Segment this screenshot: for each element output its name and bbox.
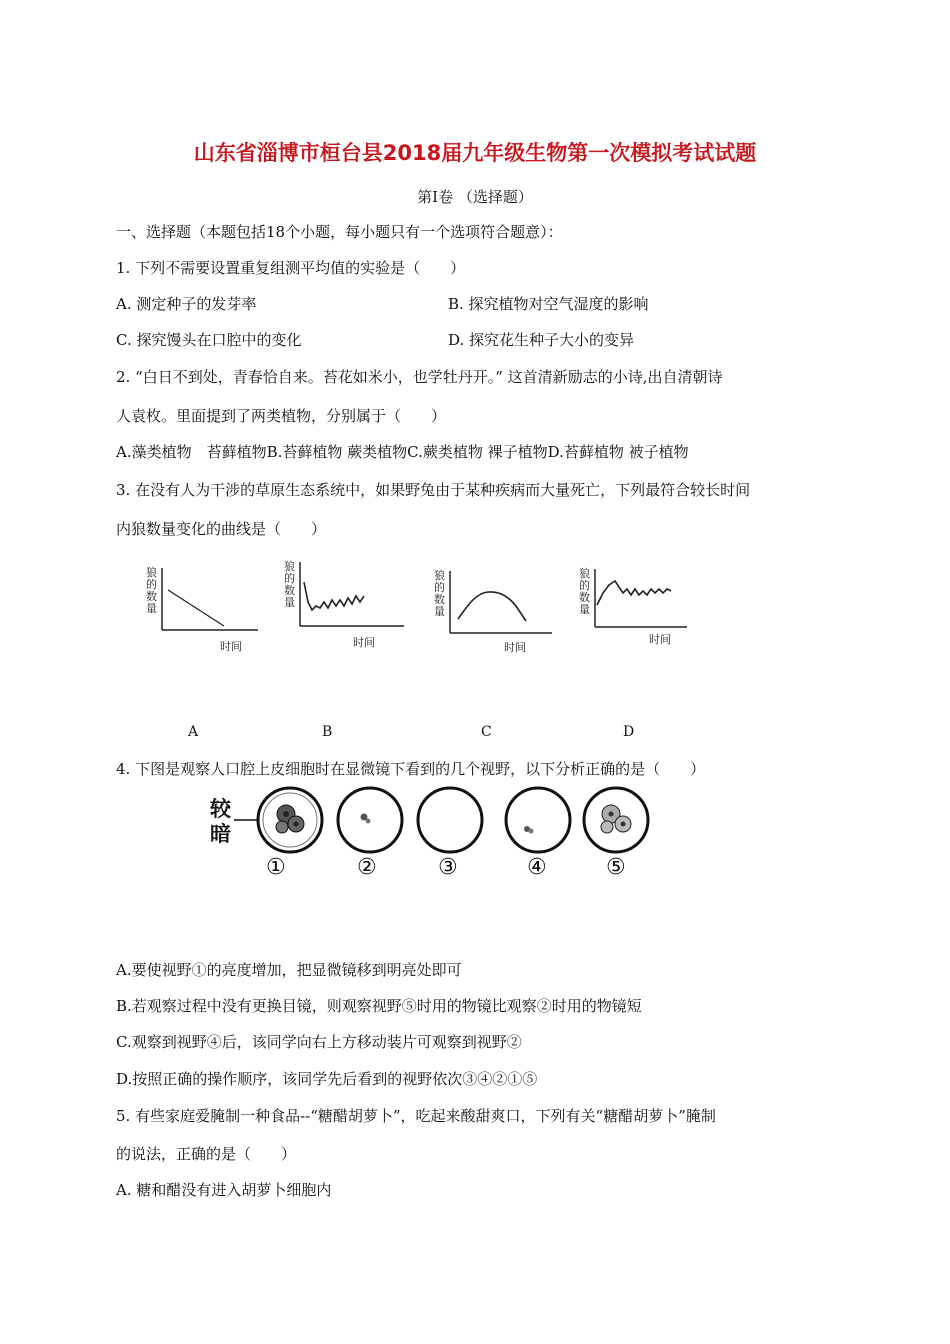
graph-b-ylabel-3: 数	[284, 584, 295, 597]
q2-options: A.藻类植物 苔藓植物B.苔藓植物 蕨类植物C.蕨类植物 裸子植物D.苔藓植物 被子植物	[116, 443, 689, 461]
graph-a-ylabel-2: 的	[146, 578, 157, 591]
view-label-1: ①	[266, 855, 286, 880]
graph-a-curve	[168, 590, 224, 626]
graph-d-ylabel-1: 狼	[579, 567, 590, 580]
graph-b-ylabel-4: 量	[284, 596, 295, 609]
q4-option-a: A.要使视野①的亮度增加，把显微镜移到明亮处即可	[116, 961, 462, 979]
part-heading: 一、选择题（本题包括18个小题，每小题只有一个选项符合题意）：	[116, 223, 563, 241]
q2-line2: 人袁枚。里面提到了两类植物，分别属于（ ）	[116, 407, 447, 425]
view-label-4: ④	[527, 855, 547, 880]
q1-option-d: D. 探究花生种子大小的变异	[448, 331, 635, 349]
q1-option-c: C. 探究馒头在口腔中的变化	[116, 331, 302, 349]
q4-option-d: D.按照正确的操作顺序，该同学先后看到的视野依次③④②①⑤	[116, 1070, 538, 1088]
view-5	[584, 788, 648, 852]
graph-c-curve	[458, 592, 526, 621]
graph-c-ylabel-1: 狼	[434, 569, 445, 582]
graph-d-ylabel-4: 量	[579, 603, 590, 616]
graph-a-ylabel-4: 量	[146, 602, 157, 615]
graph-b	[280, 556, 410, 651]
q1-option-a: A. 测定种子的发芽率	[116, 295, 257, 313]
graph-c	[430, 565, 560, 660]
graph-b-ylabel-1: 狼	[284, 560, 295, 573]
view-2	[338, 788, 402, 852]
q4-option-b: B.若观察过程中没有更换目镜，则观察视野⑤时用的物镜比观察②时用的物镜短	[116, 997, 642, 1015]
graph-a-ylabel-1: 狼	[146, 566, 157, 579]
graph-d-ylabel-2: 的	[579, 579, 590, 592]
graph-a-ylabel-3: 数	[146, 590, 157, 603]
view-3	[418, 788, 482, 852]
view-label-5: ⑤	[606, 855, 626, 880]
graph-d-curve	[597, 581, 671, 605]
graph-b-ylabel-2: 的	[284, 572, 295, 585]
view-4	[506, 788, 570, 852]
graph-a-xlabel: 时间	[220, 640, 242, 653]
q1-option-b: B. 探究植物对空气湿度的影响	[448, 295, 649, 313]
graph-d	[575, 563, 705, 653]
graph-a	[140, 562, 265, 657]
view-1	[258, 788, 322, 852]
graph-c-xlabel: 时间	[504, 641, 526, 654]
graph-c-ylabel-3: 数	[434, 593, 445, 606]
q5-line1: 5. 有些家庭爱腌制一种食品--“糖醋胡萝卜”，吃起来酸甜爽口，下列有关“糖醋胡萝卜”腌制	[116, 1107, 716, 1125]
q1-stem: 1. 下列不需要设置重复组测平均值的实验是（ ）	[116, 259, 466, 277]
graph-letter-d: D	[623, 724, 635, 740]
q5-line2: 的说法，正确的是（ ）	[116, 1145, 297, 1163]
q5-option-a: A. 糖和醋没有进入胡萝卜细胞内	[116, 1181, 332, 1199]
q4-stem: 4. 下图是观察人口腔上皮细胞时在显微镜下看到的几个视野，以下分析正确的是（ ）	[116, 760, 706, 778]
q3-line2: 内狼数量变化的曲线是（ ）	[116, 520, 327, 538]
page-title: 山东省淄博市桓台县2018届九年级生物第一次模拟考试试题	[193, 141, 757, 165]
graph-d-xlabel: 时间	[649, 633, 671, 646]
graph-c-ylabel-4: 量	[434, 605, 445, 618]
graph-b-curve	[304, 582, 364, 610]
q2-line1: 2. “白日不到处，青春恰自来。苔花如米小，也学牡丹开。” 这首清新励志的小诗,出自清朝诗	[116, 368, 723, 386]
dim-label-2: 暗	[210, 822, 231, 846]
graph-d-ylabel-3: 数	[579, 591, 590, 604]
q3-line1: 3. 在没有人为干涉的草原生态系统中，如果野兔由于某种疾病而大量死亡，下列最符合较长时间	[116, 481, 751, 499]
view-label-2: ②	[357, 855, 377, 880]
graph-letter-c: C	[481, 724, 492, 740]
dim-label-1: 较	[210, 797, 231, 821]
graph-letter-b: B	[322, 724, 333, 740]
graph-c-ylabel-2: 的	[434, 581, 445, 594]
graph-b-xlabel: 时间	[353, 636, 375, 649]
graph-letter-a: A	[188, 724, 199, 740]
view-label-3: ③	[438, 855, 458, 880]
section-title: 第Ⅰ卷 （选择题）	[417, 188, 533, 206]
q4-option-c: C.观察到视野④后，该同学向右上方移动装片可观察到视野②	[116, 1033, 522, 1051]
